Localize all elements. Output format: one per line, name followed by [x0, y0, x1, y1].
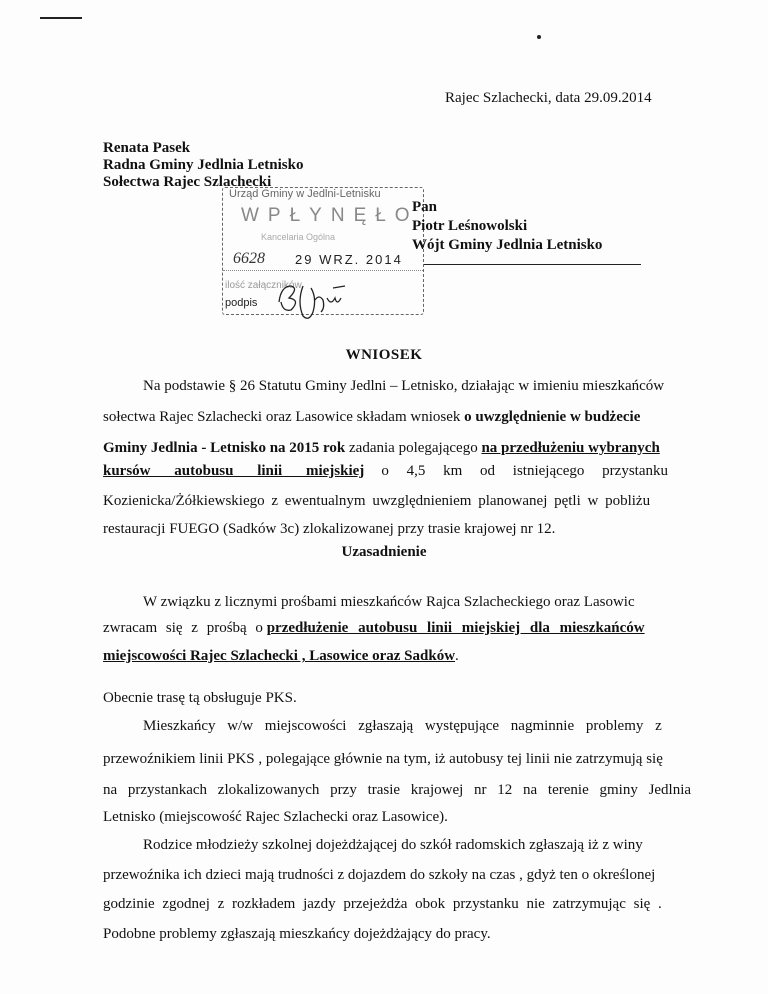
request-text: restauracji FUEGO (Sadków 3c) zlokalizowanej przy trasie krajowej nr 12. — [103, 521, 556, 537]
body-paragraph-3-line-3 — [103, 889, 662, 920]
body-text: przewoźnikiem linii PKS , polegające głównie na tym, iż autobusy tej linii nie zatrzymują się — [103, 751, 663, 767]
justification-line-3 — [103, 641, 459, 672]
request-text: zadania polegającego — [349, 440, 478, 456]
body-text: Podobne problemy zgłaszają mieszkańcy dojeżdżający do pracy. — [103, 926, 491, 942]
stamp-received: WPŁYNĘŁO — [241, 205, 419, 226]
body-paragraph-3-line-1 — [143, 830, 643, 861]
body-text: Letnisko (miejscowość Rajec Szlachecki oraz Lasowice). — [103, 809, 448, 825]
stamp-office: Urząd Gminy w Jedlni-Letnisku — [229, 188, 381, 200]
request-text: Na podstawie § 26 Statutu Gminy Jedlni – Letnisko, działając w imieniu mieszkańców — [143, 378, 665, 394]
body-paragraph-3-line-4 — [103, 919, 491, 950]
handwritten-signature — [271, 272, 361, 322]
stamp-signature-label: podpis — [225, 297, 258, 309]
address-underline — [424, 264, 641, 265]
recipient-block — [412, 198, 602, 255]
recipient-role: Wójt Gminy Jedlnia Letnisko — [412, 237, 603, 253]
scan-dot — [537, 35, 541, 39]
justification-text: zwracam się z prośbą o — [103, 620, 263, 636]
body-text: Mieszkańcy w/w miejscowości zgłaszają występujące nagminnie problemy z — [143, 718, 662, 734]
registry-stamp — [222, 187, 424, 315]
document-title: WNIOSEK — [345, 347, 423, 363]
scan-mark — [40, 17, 82, 19]
stamp-entry-number: 6628 — [233, 250, 265, 267]
sender-name: Renata Pasek — [103, 140, 191, 156]
request-underlined-text: kursów autobusu linii miejskiej — [103, 463, 365, 479]
recipient-name: Piotr Leśnowolski — [412, 218, 528, 234]
request-bold-text: o uwzględnienie w budżecie — [464, 409, 641, 425]
stamp-department: Kancelaria Ogólna — [261, 232, 336, 242]
sender-district: Sołectwa Rajec Szlachecki — [103, 174, 272, 190]
body-text: Rodzice młodzieży szkolnej dojeżdżającej do szkół radomskich zgłaszają iż z winy — [143, 837, 643, 853]
body-text: godzinie zgodnej z rozkładem jazdy przejeżdża obok przystanku nie zatrzymując się . — [103, 896, 662, 912]
justification-line-2 — [103, 613, 645, 644]
body-text: przewoźnika ich dzieci mają trudności z dojazdem do szkoły na czas , gdyż ten o określonej — [103, 867, 656, 883]
request-text: sołectwa Rajec Szlachecki oraz Lasowice składam wniosek — [103, 409, 461, 425]
request-line-6 — [103, 514, 555, 545]
stamp-divider — [223, 270, 423, 271]
body-paragraph-2-line-1 — [143, 711, 662, 742]
sender-block — [103, 140, 303, 191]
body-text: Obecnie trasę tą obsługuje PKS. — [103, 690, 297, 706]
stamp-date: 29 WRZ. 2014 — [295, 252, 403, 267]
request-text: o 4,5 km od istniejącego przystanku — [381, 463, 668, 479]
request-text: Kozienicka/Żółkiewskiego z ewentualnym uwzględnieniem planowanej pętli w pobliżu — [103, 493, 651, 509]
request-line-2 — [103, 402, 640, 433]
justification-text: W związku z licznymi prośbami mieszkańców Rajca Szlacheckiego oraz Lasowic — [143, 594, 635, 610]
justification-underlined-text: przedłużenie autobusu linii miejskiej dla mieszkańców — [266, 620, 645, 636]
body-paragraph-2-line-2 — [103, 744, 663, 775]
recipient-salutation: Pan — [412, 199, 438, 215]
body-paragraph-2-line-4 — [103, 802, 448, 833]
request-line-1 — [143, 371, 664, 402]
request-underlined-text: na przedłużeniu wybranych — [481, 440, 660, 456]
justification-underlined-text: miejscowości Rajec Szlachecki , Lasowice oraz Sadków — [103, 648, 456, 664]
body-paragraph-3-line-2 — [103, 860, 655, 891]
stamp-attachments-label: ilość załączników — [225, 280, 302, 291]
sender-role: Radna Gminy Jedlnia Letnisko — [103, 157, 304, 173]
request-line-5 — [103, 486, 650, 517]
justification-text: . — [455, 648, 459, 664]
request-line-4 — [103, 456, 668, 487]
date-line: Rajec Szlachecki, data 29.09.2014 — [445, 90, 652, 106]
body-text: na przystankach zlokalizowanych przy trasie krajowej nr 12 na terenie gminy Jedlnia — [103, 782, 692, 798]
body-paragraph-1 — [103, 683, 297, 714]
request-bold-text: Gminy Jedlnia - Letnisko na 2015 rok — [103, 440, 346, 456]
justification-title: Uzasadnienie — [341, 544, 427, 560]
